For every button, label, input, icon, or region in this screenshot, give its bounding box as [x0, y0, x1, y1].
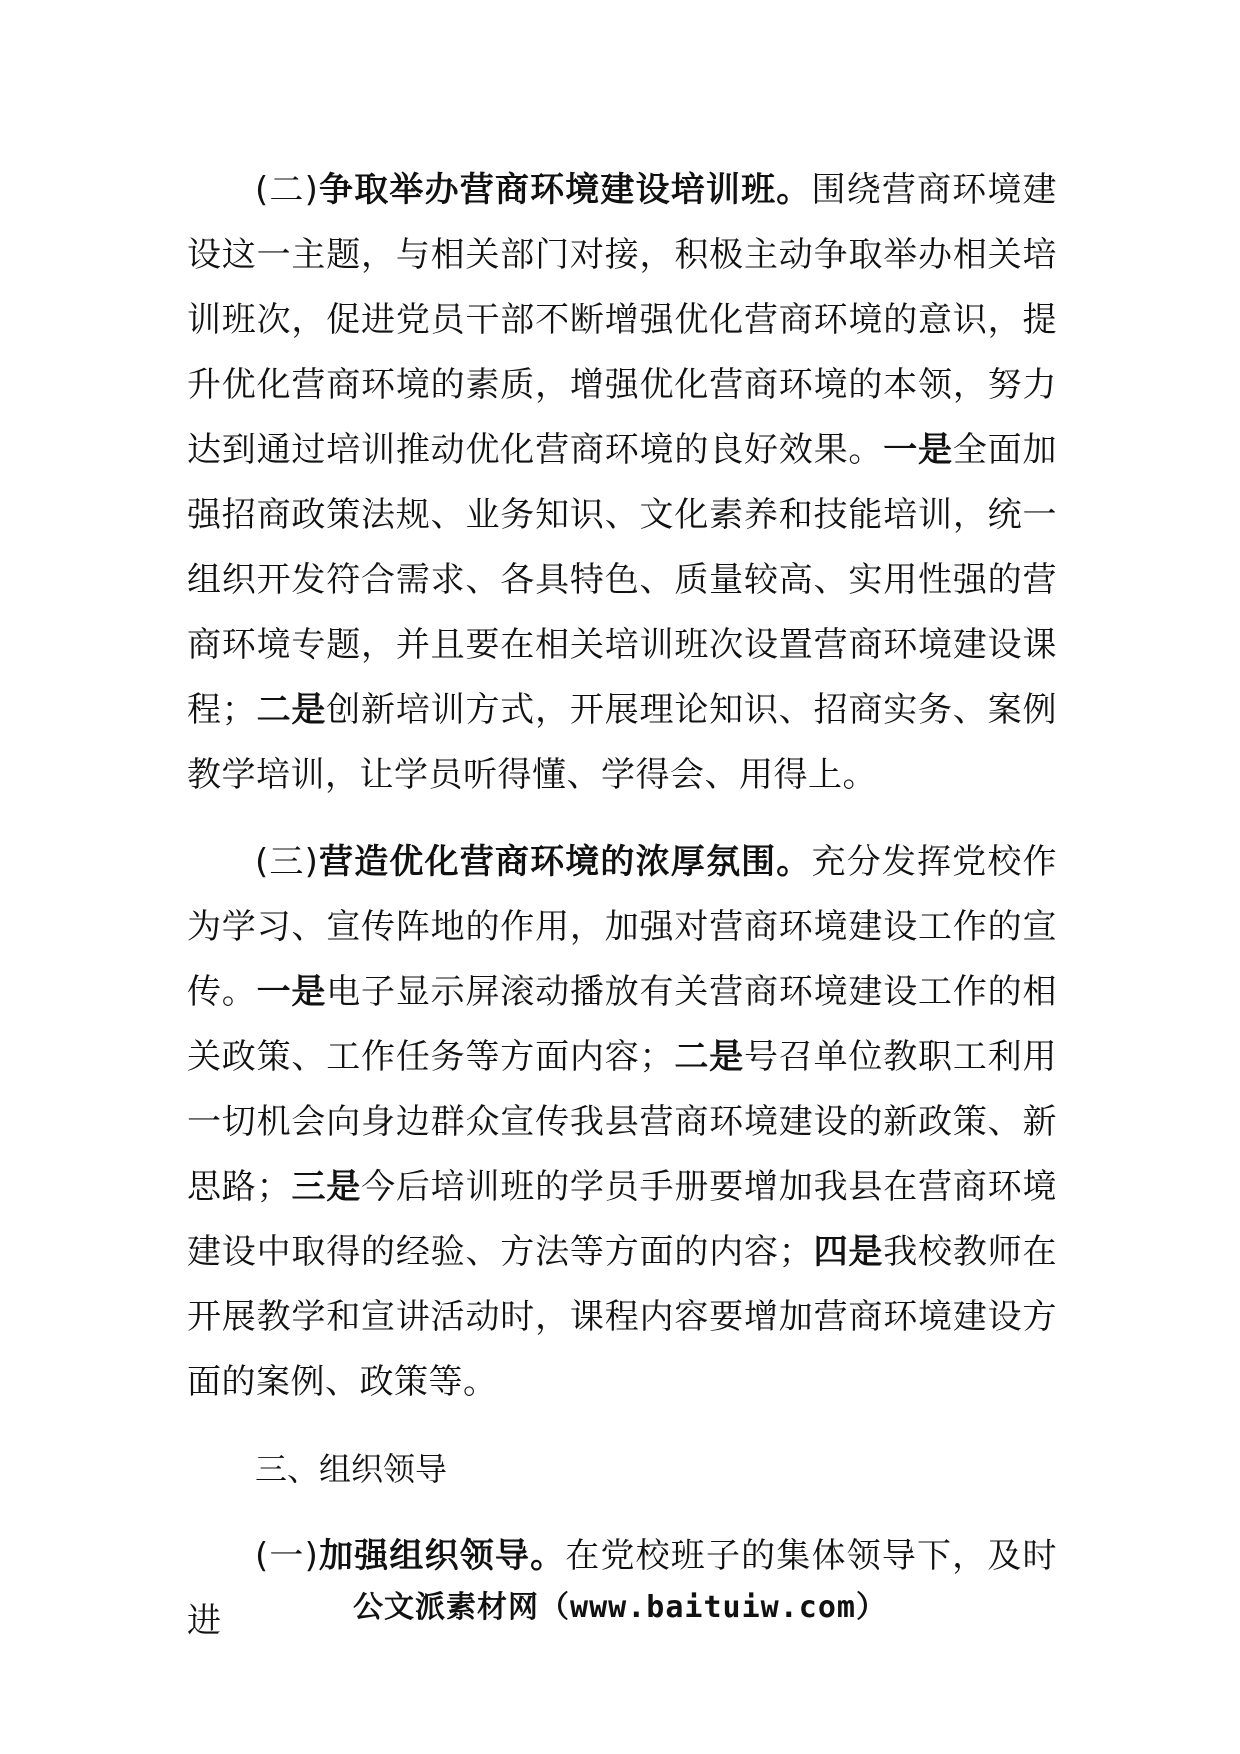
- point-text: 今后培训班的学员手册要增加我县在营商环境建设中取得的经验、方法等方面的内容；: [187, 1167, 1057, 1272]
- footer-url: www.baituiw.com: [570, 1590, 856, 1625]
- paragraph-title: 加强组织领导。: [318, 1536, 566, 1576]
- document-body: [187, 158, 1057, 1654]
- paragraph-number: (一): [255, 1536, 319, 1576]
- point-text: 电子显示屏滚动播放有关营商环境建设工作的相关政策、工作任务等方面内容；: [187, 972, 1057, 1077]
- paragraph-number: (三): [255, 842, 319, 882]
- paragraph-training-class: [187, 158, 1057, 808]
- paragraph-gap: [187, 808, 1057, 830]
- paragraph-text: 充分发挥党校作为学习、宣传阵地的作用，加强对营商环境建设工作的宣传。: [187, 842, 1058, 1012]
- point-label: 二是: [256, 690, 327, 730]
- footer-site-name: 公文派素材网（: [353, 1590, 571, 1625]
- point-label: 一是: [256, 972, 327, 1012]
- paragraph-gap: [187, 1502, 1057, 1524]
- paragraph-title: 争取举办营商环境建设培训班。: [318, 170, 812, 210]
- paragraph-number: (二): [255, 170, 319, 210]
- point-label: 四是: [813, 1232, 884, 1272]
- paragraph-text: 在党校班子的集体领导下，及时进: [187, 1536, 1058, 1641]
- paragraph-atmosphere: [187, 830, 1057, 1415]
- watermark-footer: [0, 1588, 1240, 1628]
- footer-close: ）: [855, 1590, 887, 1625]
- paragraph-title: 营造优化营商环境的浓厚氛围。: [318, 842, 812, 882]
- point-text: 创新培训方式，开展理论知识、招商实务、案例教学培训，让学员听得懂、学得会、用得上。: [187, 690, 1057, 795]
- point-text: 全面加强招商政策法规、业务知识、文化素养和技能培训，统一组织开发符合需求、各具特色、质量较高、实用性强的营商环境专题，并且要在相关培训班次设置营商环境建设课程；: [187, 430, 1057, 730]
- paragraph-text: 围绕营商环境建设这一主题，与相关部门对接，积极主动争取举办相关培训班次，促进党员干部不断增强优化营商环境的意识，提升优化营商环境的素质，增强优化营商环境的本领，努力达到通过培训推动优化营商环境的良好效果。: [187, 170, 1058, 470]
- point-label: 三是: [291, 1167, 362, 1207]
- point-text: 我校教师在开展教学和宣讲活动时，课程内容要增加营商环境建设方面的案例、政策等。: [187, 1232, 1057, 1402]
- paragraph-gap: [187, 1415, 1057, 1437]
- point-label: 二是: [674, 1037, 744, 1077]
- section-heading: 三、组织领导: [255, 1450, 448, 1488]
- point-label: 一是: [883, 430, 953, 470]
- point-text: 号召单位教职工利用一切机会向身边群众宣传我县营商环境建设的新政策、新思路；: [187, 1037, 1057, 1207]
